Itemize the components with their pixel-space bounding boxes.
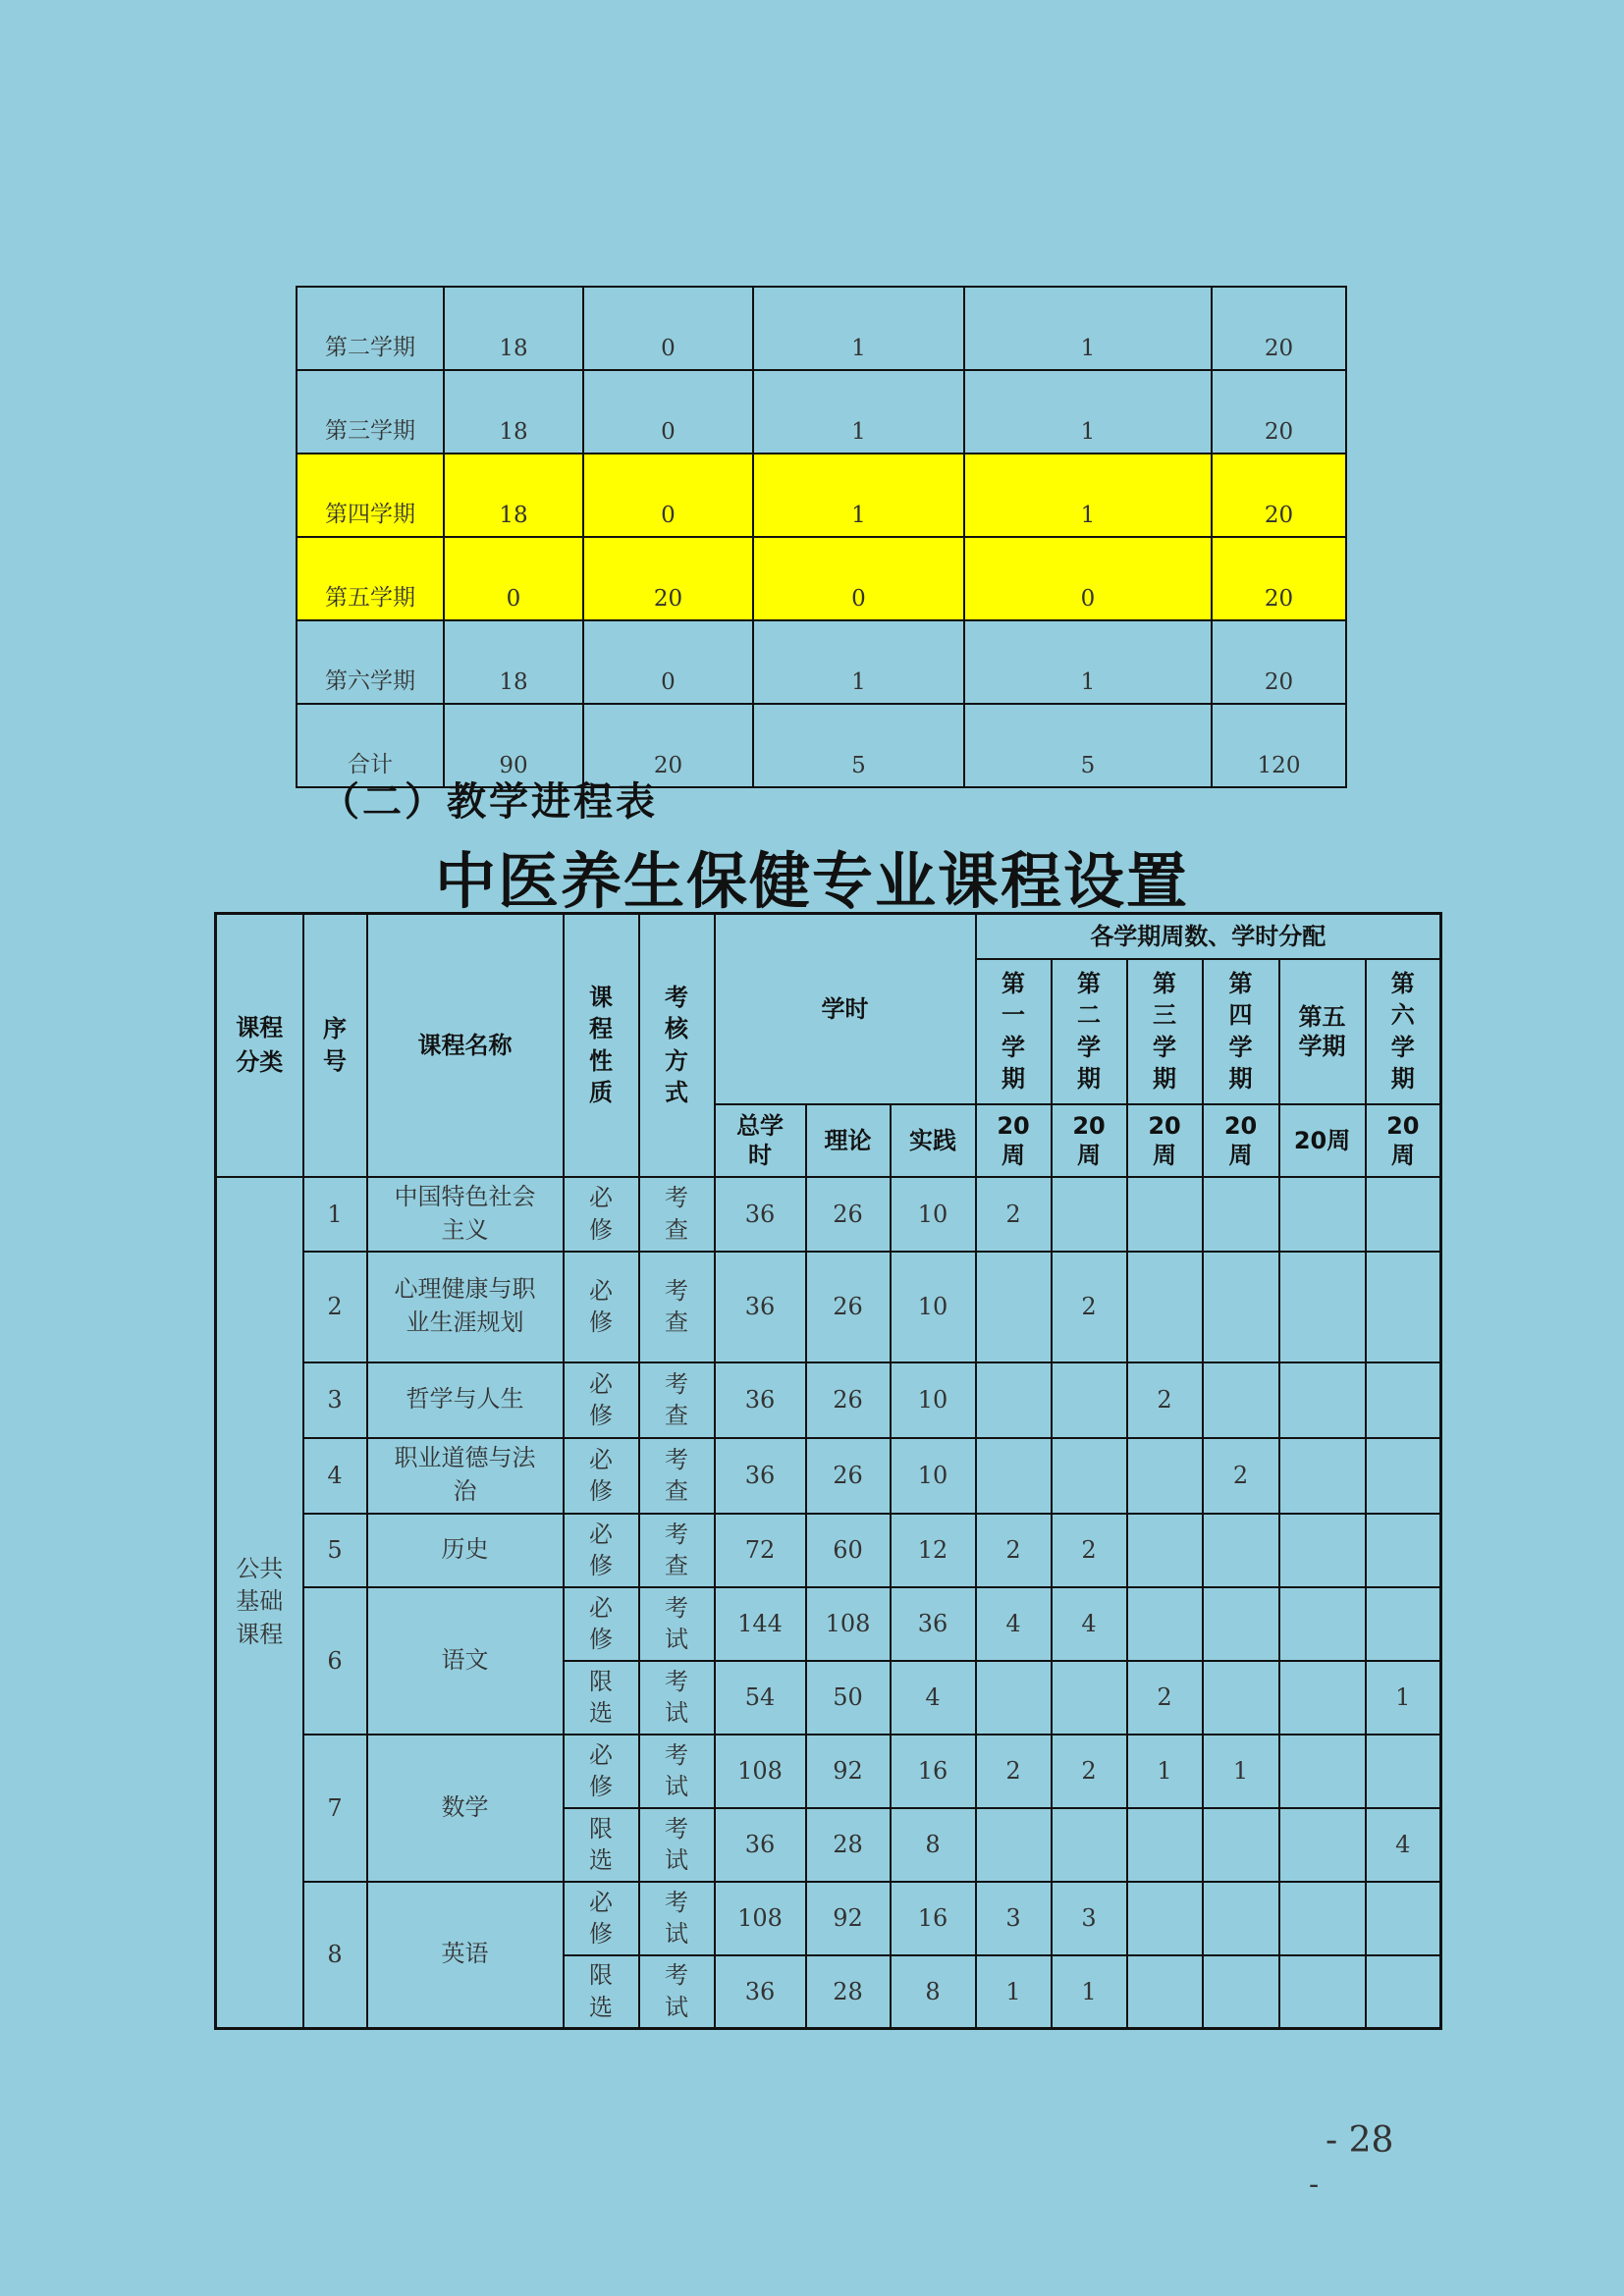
course-assess-cell: 考试	[639, 1882, 715, 1955]
course-total-cell: 36	[715, 1177, 806, 1252]
course-t2-cell: 2	[1052, 1735, 1127, 1808]
course-nature-cell: 必修	[564, 1177, 639, 1252]
course-t1-cell	[976, 1438, 1052, 1514]
course-t5-cell	[1279, 1882, 1366, 1955]
course-t5-cell	[1279, 1514, 1366, 1587]
course-t3-cell: 2	[1127, 1362, 1203, 1438]
course-practice-cell: 8	[891, 1955, 976, 2029]
course-practice-cell: 10	[891, 1362, 976, 1438]
weeks-value-cell: 0	[583, 454, 753, 537]
course-t2-cell: 3	[1052, 1882, 1127, 1955]
course-t3-cell	[1127, 1252, 1203, 1362]
course-nature-cell: 限选	[564, 1661, 639, 1735]
course-total-cell: 36	[715, 1252, 806, 1362]
course-row	[216, 1362, 1441, 1438]
weeks-value-cell: 1	[753, 287, 964, 370]
weeks-value-cell: 1	[753, 620, 964, 704]
course-total-cell: 54	[715, 1661, 806, 1735]
course-t3-cell: 2	[1127, 1661, 1203, 1735]
header-week4: 20周	[1203, 1104, 1279, 1177]
course-t5-cell	[1279, 1955, 1366, 2029]
weeks-value-cell: 0	[753, 537, 964, 620]
course-t5-cell	[1279, 1438, 1366, 1514]
table-title: 中医养生保健专业课程设置	[434, 845, 1189, 917]
course-t1-cell	[976, 1362, 1052, 1438]
weeks-term-cell: 第二学期	[297, 287, 444, 370]
course-seq-cell: 4	[303, 1438, 367, 1514]
header-category: 课程分类	[216, 914, 303, 1177]
header-term4: 第四学期	[1203, 959, 1279, 1104]
weeks-value-cell: 0	[444, 537, 583, 620]
weeks-term-cell: 合计	[297, 704, 444, 787]
weeks-value-cell: 18	[444, 370, 583, 454]
course-theory-cell: 50	[806, 1661, 891, 1735]
course-seq-cell: 1	[303, 1177, 367, 1252]
course-total-cell: 36	[715, 1808, 806, 1882]
course-seq-cell: 2	[303, 1252, 367, 1362]
course-assess-cell: 考查	[639, 1252, 715, 1362]
weeks-value-cell: 20	[1212, 287, 1346, 370]
course-row	[216, 1882, 1441, 1955]
course-total-cell: 72	[715, 1514, 806, 1587]
course-t2-cell: 4	[1052, 1587, 1127, 1661]
course-theory-cell: 28	[806, 1808, 891, 1882]
course-t4-cell	[1203, 1955, 1279, 2029]
course-t5-cell	[1279, 1177, 1366, 1252]
weeks-row	[297, 537, 1346, 620]
course-t6-cell	[1366, 1362, 1441, 1438]
course-total-cell: 108	[715, 1882, 806, 1955]
course-t1-cell	[976, 1252, 1052, 1362]
course-theory-cell: 26	[806, 1177, 891, 1252]
course-theory-cell: 26	[806, 1362, 891, 1438]
course-theory-cell: 26	[806, 1252, 891, 1362]
header-week6: 20周	[1366, 1104, 1441, 1177]
weeks-value-cell: 0	[964, 537, 1212, 620]
weeks-value-cell: 0	[583, 620, 753, 704]
course-total-cell: 36	[715, 1955, 806, 2029]
course-row	[216, 1177, 1441, 1252]
course-theory-cell: 92	[806, 1735, 891, 1808]
weeks-row	[297, 370, 1346, 454]
course-t5-cell	[1279, 1587, 1366, 1661]
weeks-term-cell: 第五学期	[297, 537, 444, 620]
header-practice: 实践	[891, 1104, 976, 1177]
course-assess-cell: 考查	[639, 1514, 715, 1587]
course-practice-cell: 10	[891, 1438, 976, 1514]
course-name-cell: 语文	[367, 1587, 564, 1735]
weeks-value-cell: 0	[583, 287, 753, 370]
header-week1: 20周	[976, 1104, 1052, 1177]
course-t4-cell: 2	[1203, 1438, 1279, 1514]
weeks-value-cell: 1	[964, 620, 1212, 704]
course-row	[216, 1587, 1441, 1661]
course-assess-cell: 考试	[639, 1955, 715, 2029]
header-nature: 课程性质	[564, 914, 639, 1177]
weeks-row	[297, 454, 1346, 537]
page-number: - 28	[1326, 2120, 1394, 2161]
course-t3-cell	[1127, 1177, 1203, 1252]
course-name-cell: 心理健康与职业生涯规划	[367, 1252, 564, 1362]
course-t3-cell	[1127, 1514, 1203, 1587]
course-practice-cell: 36	[891, 1587, 976, 1661]
course-seq-cell: 6	[303, 1587, 367, 1735]
course-name-cell: 数学	[367, 1735, 564, 1882]
course-t6-cell	[1366, 1177, 1441, 1252]
weeks-row	[297, 620, 1346, 704]
course-t2-cell	[1052, 1808, 1127, 1882]
course-t4-cell	[1203, 1882, 1279, 1955]
weeks-value-cell: 1	[964, 287, 1212, 370]
course-t1-cell: 3	[976, 1882, 1052, 1955]
weeks-value-cell: 20	[1212, 454, 1346, 537]
course-nature-cell: 必修	[564, 1438, 639, 1514]
course-t3-cell: 1	[1127, 1735, 1203, 1808]
course-t2-cell: 2	[1052, 1252, 1127, 1362]
header-week5: 20周	[1279, 1104, 1366, 1177]
header-term5: 第五学期	[1279, 959, 1366, 1104]
weeks-value-cell: 1	[964, 454, 1212, 537]
header-week2: 20周	[1052, 1104, 1127, 1177]
course-t5-cell	[1279, 1362, 1366, 1438]
header-term1: 第一学期	[976, 959, 1052, 1104]
course-assess-cell: 考查	[639, 1177, 715, 1252]
course-name-cell: 英语	[367, 1882, 564, 2029]
course-t6-cell	[1366, 1735, 1441, 1808]
weeks-term-cell: 第六学期	[297, 620, 444, 704]
course-total-cell: 36	[715, 1362, 806, 1438]
course-t2-cell	[1052, 1177, 1127, 1252]
course-row	[216, 1252, 1441, 1362]
course-assess-cell: 考试	[639, 1735, 715, 1808]
course-theory-cell: 92	[806, 1882, 891, 1955]
course-row	[216, 1514, 1441, 1587]
header-seq: 序号	[303, 914, 367, 1177]
course-seq-cell: 5	[303, 1514, 367, 1587]
course-t3-cell	[1127, 1808, 1203, 1882]
weeks-value-cell: 20	[1212, 537, 1346, 620]
course-table-header	[216, 914, 1441, 1177]
weeks-row	[297, 287, 1346, 370]
course-t5-cell	[1279, 1735, 1366, 1808]
header-term2: 第二学期	[1052, 959, 1127, 1104]
weeks-value-cell: 1	[964, 370, 1212, 454]
course-t3-cell	[1127, 1882, 1203, 1955]
course-t1-cell	[976, 1661, 1052, 1735]
weeks-value-cell: 20	[1212, 620, 1346, 704]
course-t4-cell	[1203, 1661, 1279, 1735]
course-nature-cell: 必修	[564, 1362, 639, 1438]
course-t2-cell: 1	[1052, 1955, 1127, 2029]
course-name-cell: 职业道德与法治	[367, 1438, 564, 1514]
course-practice-cell: 10	[891, 1177, 976, 1252]
page-number-dash: -	[1309, 2167, 1320, 2202]
category-cell: 公共基础课程	[216, 1177, 303, 2029]
course-practice-cell: 10	[891, 1252, 976, 1362]
course-t1-cell: 2	[976, 1177, 1052, 1252]
course-name-cell: 哲学与人生	[367, 1362, 564, 1438]
weeks-value-cell: 20	[583, 537, 753, 620]
course-assess-cell: 考试	[639, 1587, 715, 1661]
course-t6-cell	[1366, 1587, 1441, 1661]
course-t4-cell	[1203, 1252, 1279, 1362]
course-theory-cell: 108	[806, 1587, 891, 1661]
weeks-term-cell: 第四学期	[297, 454, 444, 537]
course-seq-cell: 7	[303, 1735, 367, 1882]
course-nature-cell: 必修	[564, 1252, 639, 1362]
course-name-cell: 历史	[367, 1514, 564, 1587]
header-assess: 考核方式	[639, 914, 715, 1177]
course-practice-cell: 8	[891, 1808, 976, 1882]
course-nature-cell: 必修	[564, 1514, 639, 1587]
course-t5-cell	[1279, 1252, 1366, 1362]
course-nature-cell: 限选	[564, 1808, 639, 1882]
weeks-value-cell: 18	[444, 620, 583, 704]
course-practice-cell: 12	[891, 1514, 976, 1587]
course-table	[214, 912, 1442, 2030]
header-week3: 20周	[1127, 1104, 1203, 1177]
course-theory-cell: 26	[806, 1438, 891, 1514]
course-assess-cell: 考试	[639, 1661, 715, 1735]
section-heading: （二）教学进程表	[320, 779, 658, 825]
course-t3-cell	[1127, 1955, 1203, 2029]
course-practice-cell: 4	[891, 1661, 976, 1735]
header-distribution: 各学期周数、学时分配	[976, 914, 1441, 959]
course-nature-cell: 必修	[564, 1735, 639, 1808]
weeks-value-cell: 18	[444, 287, 583, 370]
course-t6-cell: 4	[1366, 1808, 1441, 1882]
course-t5-cell	[1279, 1661, 1366, 1735]
course-practice-cell: 16	[891, 1735, 976, 1808]
header-hours: 学时	[715, 914, 976, 1104]
course-nature-cell: 必修	[564, 1882, 639, 1955]
weeks-value-cell: 0	[583, 370, 753, 454]
weeks-value-cell: 90	[444, 704, 583, 787]
course-t4-cell	[1203, 1362, 1279, 1438]
semester-weeks-body	[297, 287, 1346, 787]
course-t6-cell	[1366, 1514, 1441, 1587]
weeks-term-cell: 第三学期	[297, 370, 444, 454]
course-seq-cell: 3	[303, 1362, 367, 1438]
header-total-hours: 总学时	[715, 1104, 806, 1177]
course-seq-cell: 8	[303, 1882, 367, 2029]
course-assess-cell: 考查	[639, 1362, 715, 1438]
course-t5-cell	[1279, 1808, 1366, 1882]
course-t1-cell: 2	[976, 1735, 1052, 1808]
weeks-value-cell: 5	[753, 704, 964, 787]
course-t4-cell	[1203, 1808, 1279, 1882]
course-t4-cell: 1	[1203, 1735, 1279, 1808]
course-t2-cell: 2	[1052, 1514, 1127, 1587]
header-theory: 理论	[806, 1104, 891, 1177]
course-theory-cell: 60	[806, 1514, 891, 1587]
course-assess-cell: 考查	[639, 1438, 715, 1514]
course-total-cell: 144	[715, 1587, 806, 1661]
course-t4-cell	[1203, 1587, 1279, 1661]
header-term3: 第三学期	[1127, 959, 1203, 1104]
weeks-value-cell: 20	[583, 704, 753, 787]
weeks-value-cell: 1	[753, 454, 964, 537]
weeks-value-cell: 1	[753, 370, 964, 454]
weeks-value-cell: 120	[1212, 704, 1346, 787]
header-name: 课程名称	[367, 914, 564, 1177]
course-t1-cell: 4	[976, 1587, 1052, 1661]
course-t2-cell	[1052, 1661, 1127, 1735]
course-t1-cell: 2	[976, 1514, 1052, 1587]
course-name-cell: 中国特色社会主义	[367, 1177, 564, 1252]
course-row	[216, 1735, 1441, 1808]
course-theory-cell: 28	[806, 1955, 891, 2029]
course-t4-cell	[1203, 1177, 1279, 1252]
header-term6: 第六学期	[1366, 959, 1441, 1104]
weeks-value-cell: 18	[444, 454, 583, 537]
weeks-value-cell: 20	[1212, 370, 1346, 454]
course-nature-cell: 必修	[564, 1587, 639, 1661]
course-t6-cell	[1366, 1438, 1441, 1514]
course-assess-cell: 考试	[639, 1808, 715, 1882]
course-nature-cell: 限选	[564, 1955, 639, 2029]
course-t6-cell: 1	[1366, 1661, 1441, 1735]
course-total-cell: 36	[715, 1438, 806, 1514]
course-t6-cell	[1366, 1955, 1441, 2029]
semester-weeks-table	[296, 286, 1347, 788]
course-t4-cell	[1203, 1514, 1279, 1587]
weeks-value-cell: 5	[964, 704, 1212, 787]
course-t3-cell	[1127, 1587, 1203, 1661]
course-row	[216, 1438, 1441, 1514]
course-t1-cell: 1	[976, 1955, 1052, 2029]
course-t3-cell	[1127, 1438, 1203, 1514]
course-practice-cell: 16	[891, 1882, 976, 1955]
course-t6-cell	[1366, 1252, 1441, 1362]
course-t6-cell	[1366, 1882, 1441, 1955]
course-total-cell: 108	[715, 1735, 806, 1808]
course-table-body	[216, 1177, 1441, 2029]
course-t2-cell	[1052, 1362, 1127, 1438]
course-t2-cell	[1052, 1438, 1127, 1514]
course-t1-cell	[976, 1808, 1052, 1882]
